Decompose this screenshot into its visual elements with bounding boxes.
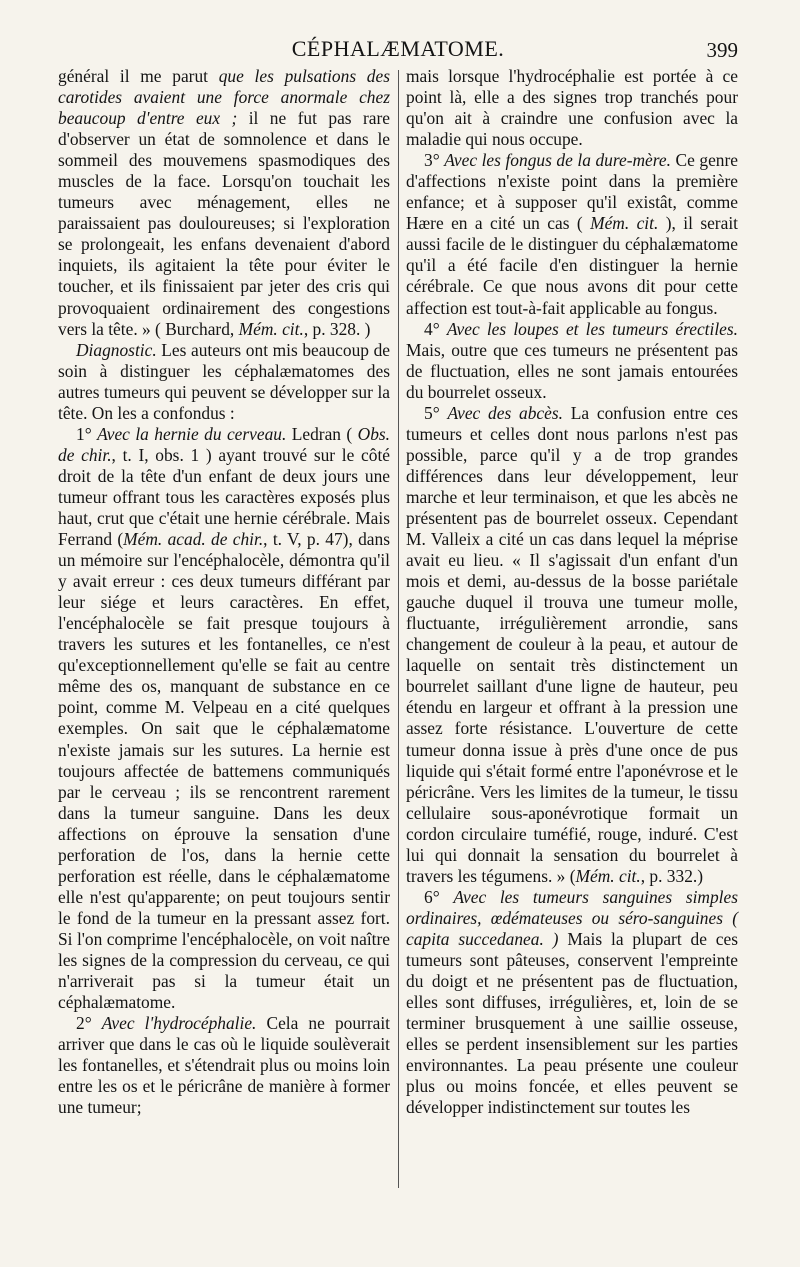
citation-italic: Mém. acad. de chir. bbox=[123, 529, 264, 550]
paragraph-hydrocephalie bbox=[58, 1013, 390, 1118]
text-run: général il me parut bbox=[58, 66, 219, 86]
citation-italic: Mém. cit. bbox=[590, 213, 659, 234]
item-number: 1° bbox=[76, 423, 98, 444]
paragraph-fongus bbox=[406, 150, 738, 318]
text-run: mais lorsque l'hydrocéphalie est portée à ce point là, elle a des signes trop tranchés pour qu'on ait à craindre une confusion avec la maladie qui nous occupe. bbox=[406, 66, 738, 150]
paragraph-loupes bbox=[406, 319, 738, 403]
item-number: 5° bbox=[424, 402, 448, 423]
item-number: 2° bbox=[76, 1013, 102, 1034]
italic-run: que les pulsations des carotides avaient une force anormale chez beaucoup d'entre eux ; bbox=[58, 66, 390, 129]
item-number: 4° bbox=[424, 318, 447, 339]
text-run: Cela ne pourrait arriver que dans le cas où le liquide soulèverait les fontanelles, et s'étendrait plus ou moins loin entre les os et le péricrâne de manière à former une tumeur; bbox=[58, 1013, 390, 1118]
item-heading-fongus: Avec les fongus de la dure-mère. bbox=[444, 150, 671, 171]
text-run: il ne fut pas rare d'observer un état de somnolence et dans le sommeil des mouvemens spasmodiques des muscles de la face. Lorsqu'on touchait les tumeurs avec ménagement, elles ne paraissaient pas douloureuses; si l'exploration se prolongeait, les enfans devenaient d'abord inquiets, ils agitaient la tête pour éviter le toucher, et ils finissaient par jeter des cris qui provoquaient ordinairement des congestions vers la tête. » ( Burchard, bbox=[58, 108, 390, 339]
page-header bbox=[58, 36, 738, 66]
item-number: 3° bbox=[424, 150, 445, 171]
text-run: Mais la plupart de ces tumeurs sont pâteuses, conservent l'empreinte du doigt et ne présentent pas de fluctuation, elles sont diffuses, irrégulières, et, loin de se terminer brusquement à une saillie osseuse, elles se perdent insensiblement sur les parties environnantes. La peau présente une couleur plus ou moins foncée, et elles peuvent se développer indistinctement sur toutes les bbox=[406, 928, 739, 1118]
item-heading-abces: Avec des abcès. bbox=[447, 402, 563, 423]
text-run: Les auteurs ont mis beaucoup de soin à distinguer les céphalæmatomes des autres tumeurs qui peuvent se développer sur la tête. On les a confondus : bbox=[58, 339, 390, 423]
text-run: ), il serait aussi facile de le distinguer du céphalæmatome qu'il a été facile d'en distinguer la hernie cérébrale. Ce que nous avons dit pour cette affection est tout-à-fait applicable au fongus. bbox=[406, 213, 738, 318]
paragraph-symptoms-end bbox=[58, 66, 390, 340]
paragraph-hydrocephalie-end bbox=[406, 66, 738, 150]
item-number: 6° bbox=[424, 886, 454, 907]
paragraph-tumeurs-sanguines bbox=[406, 887, 738, 1119]
citation-italic: Mém. cit. bbox=[238, 318, 304, 339]
text-run: Mais, outre que ces tumeurs ne présentent pas de fluctuation, elles ne sont jamais entourées du bourrelet osseux. bbox=[406, 339, 738, 402]
page-number: 399 bbox=[706, 38, 738, 62]
text-run: La confusion entre ces tumeurs et celles dont nous parlons n'est pas possible, parce qu'il y a de trop grandes différences dans leur développement, leur marche et leur terminaison, et que les abcès ne présentent pas de bourrelet osseux. Cependant M. Valleix a cité un cas dans lequel la méprise avait eu lieu. « Il s'agissait d'un enfant d'un mois et demi, au-dessus de la bosse pariétale gauche duquel il trouva une tumeur molle, fluctuante, irrégulièrement arrondie, sans changement de couleur à la peau, et autour de laquelle on sentait très distinctement un bourrelet saillant d'une ligne de hauteur, peu étendu en largeur et offrant à la pression une assez forte résistance. L'ouverture de cette tumeur donna issue à près d'une once de pus liquide qui s'était formé entre l'aponévrose et le péricrâne. Vers les limites de la tumeur, le tissu cellulaire sous-aponévrotique formait un cordon circulaire tuméfié, rouge, induré. C'est lui qui donnait la sensation du bourrelet à travers les tégumens. » ( bbox=[406, 402, 739, 886]
paragraph-abces bbox=[406, 403, 738, 887]
item-heading-tumeurs-sanguines: Avec les tumeurs sanguines simples ordinaires, œdémateuses ou séro-sanguines ( capita succedanea. ) bbox=[406, 886, 738, 949]
text-run: , t. I, obs. 1 ) ayant trouvé sur le côté droit de la tête d'un enfant de deux jours une tumeur offrant tous les caractères exposés plus haut, crut que c'était une hernie cérébrale. Mais Ferrand ( bbox=[58, 444, 390, 550]
text-run: , p. 332.) bbox=[640, 865, 704, 886]
section-heading-diagnostic: Diagnostic. bbox=[76, 339, 157, 360]
citation-italic: Obs. de chir. bbox=[58, 423, 391, 465]
text-run: Ce genre d'affections n'existe point dans la première enfance; et à supposer qu'il existât, comme Hære en a cité un cas ( bbox=[406, 150, 739, 234]
running-title: CÉPHALÆMATOME. bbox=[291, 36, 505, 61]
column-divider bbox=[398, 70, 399, 1188]
right-column bbox=[406, 66, 738, 1118]
left-column bbox=[58, 66, 390, 1118]
text-run: Ledran ( bbox=[286, 423, 358, 444]
text-run: , p. 328. ) bbox=[303, 318, 371, 339]
citation-italic: Mém. cit. bbox=[575, 865, 641, 886]
item-heading-hernie: Avec la hernie du cerveau. bbox=[97, 423, 287, 444]
paragraph-diagnostic bbox=[58, 340, 390, 424]
paragraph-hernie bbox=[58, 424, 390, 1013]
item-heading-hydrocephalie: Avec l'hydrocéphalie. bbox=[101, 1013, 257, 1034]
item-heading-loupes: Avec les loupes et les tumeurs érectiles. bbox=[446, 318, 739, 339]
text-run: , t. V, p. 47), dans un mémoire sur l'encéphalocèle, démontra qu'il y avait erreur : ces deux tumeurs différant par leur siége et leurs caractères. En effet, l'encéphalocèle se fait presque toujours à travers les sutures et les fontanelles, ce n'est qu'exceptionnellement qu'elle se fait au centre même des os, manquant de substance en ce point, comme M. Velpeau en a cité quelques exemples. On sait que le céphalæmatome n'existe jamais sur les sutures. La hernie est toujours affectée de battemens communiqués par le cerveau ; ils se rencontrent rarement dans la tumeur sanguine. Dans les deux affections on éprouve la sensation d'une perforation de l'os, dans la hernie cette perforation est réelle, dans le céphalæmatome elle n'est qu'apparente; on peut toujours sentir le fond de la tumeur en la pressant assez fort. Si l'on comprime l'encéphalocèle, on voit naître les signes de la compression du cerveau, ce qui n'arriverait pas si la tumeur était un céphalæmatome. bbox=[58, 529, 390, 1013]
